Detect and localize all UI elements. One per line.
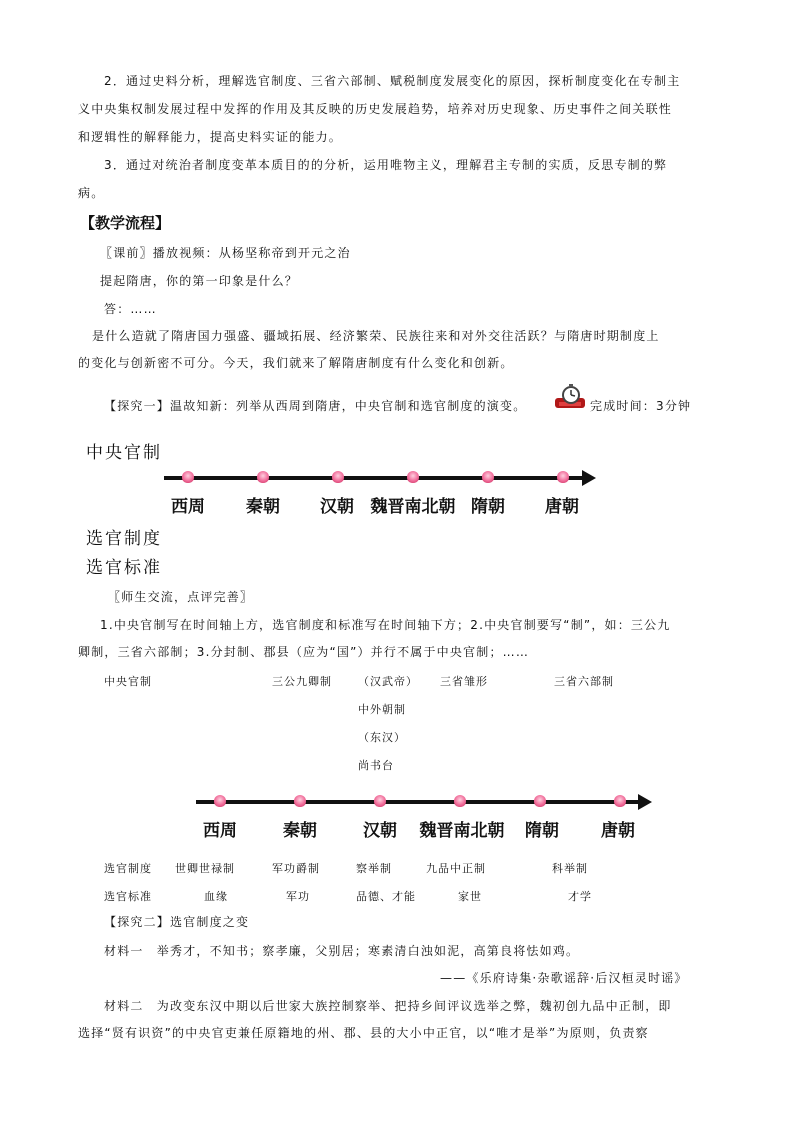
timeline-1-axis bbox=[164, 476, 586, 480]
selection-jiupin: 九品中正制 bbox=[426, 862, 486, 875]
material-1: 材料一 举秀才，不知书；察孝廉，父别居；寒素清白浊如泥，高第良将怯如鸡。 bbox=[104, 944, 580, 958]
timeline-1-label: 唐朝 bbox=[545, 497, 579, 517]
material-2-line-2: 选择“贤有识资”的中央官吏兼任原籍地的州、郡、县的大小中正官，以“唯才是举”为原则，负责察 bbox=[78, 1026, 649, 1040]
timeline-2-marker bbox=[534, 795, 546, 807]
timeline-1-marker bbox=[182, 471, 194, 483]
standard-jiashi: 家世 bbox=[458, 890, 482, 903]
timeline-2-label: 隋朝 bbox=[525, 821, 559, 841]
timeline-2-label: 唐朝 bbox=[601, 821, 635, 841]
timeline-1-arrow bbox=[582, 470, 596, 486]
timeline-2-marker bbox=[454, 795, 466, 807]
timeline-2-marker bbox=[294, 795, 306, 807]
time-label: 完成时间：3分钟 bbox=[590, 399, 692, 413]
timeline-1-marker bbox=[482, 471, 494, 483]
timeline-1-marker bbox=[257, 471, 269, 483]
central-wudi: （汉武帝） bbox=[358, 675, 418, 688]
timeline-2-label: 汉朝 bbox=[363, 821, 397, 841]
table-selection-label: 选官制度 bbox=[104, 862, 152, 875]
central-sangong: 三公九卿制 bbox=[272, 675, 332, 688]
selection-chaju: 察举制 bbox=[356, 862, 392, 875]
central-sanxing: 三省雏形 bbox=[440, 675, 488, 688]
timeline-2-arrow bbox=[638, 794, 652, 810]
intro-line-1: 是什么造就了隋唐国力强盛、疆域拓展、经济繁荣、民族往来和对外交往活跃？与隋唐时期制度上 bbox=[92, 329, 660, 343]
central-shangshu: 尚书台 bbox=[358, 759, 394, 772]
timeline-2-label: 魏晋南北朝 bbox=[419, 821, 505, 841]
selection-standard-label: 选官标准 bbox=[86, 558, 162, 578]
timeline-2-label: 秦朝 bbox=[283, 821, 317, 841]
table-standard-label: 选官标准 bbox=[104, 890, 152, 903]
exchange-line-2: 卿制，三省六部制；3.分封制、郡县（应为“国”）并行不属于中央官制；…… bbox=[78, 645, 530, 659]
material-1-source: ——《乐府诗集·杂歌谣辞·后汉桓灵时谣》 bbox=[440, 971, 688, 985]
explore-2-title: 【探究二】选官制度之变 bbox=[104, 915, 250, 929]
timeline-2-axis bbox=[196, 800, 642, 804]
timeline-2-marker bbox=[214, 795, 226, 807]
stopwatch-icon bbox=[553, 384, 589, 412]
exchange-title: 〖师生交流，点评完善〗 bbox=[108, 590, 254, 604]
timeline-1-marker bbox=[407, 471, 419, 483]
selection-system-label: 选官制度 bbox=[86, 529, 162, 549]
exchange-line-1: 1.中央官制写在时间轴上方，选官制度和标准写在时间轴下方；2.中央官制要写“制”，如：三公九 bbox=[100, 618, 671, 632]
teaching-flow-heading: 【教学流程】 bbox=[80, 214, 171, 232]
timeline-1-label: 西周 bbox=[171, 497, 205, 517]
selection-shiqing: 世卿世禄制 bbox=[175, 862, 235, 875]
timeline-1-label: 汉朝 bbox=[320, 497, 354, 517]
goal-2-line-3: 和逻辑性的解释能力，提高史料实证的能力。 bbox=[78, 130, 343, 144]
central-donghan: （东汉） bbox=[358, 731, 406, 744]
central-zhongwai: 中外朝制 bbox=[358, 703, 406, 716]
timeline-1-label: 秦朝 bbox=[246, 497, 280, 517]
goal-3-line-2: 病。 bbox=[78, 186, 105, 200]
explore-1-line: 【探究一】温故知新：列举从西周到隋唐，中央官制和选官制度的演变。 bbox=[104, 399, 527, 413]
timeline-2-marker bbox=[374, 795, 386, 807]
pre-class-line: 〖课前〗播放视频：从杨坚称帝到开元之治 bbox=[100, 246, 351, 260]
standard-jungong: 军功 bbox=[286, 890, 310, 903]
timeline-2-label: 西周 bbox=[203, 821, 237, 841]
table-central-label: 中央官制 bbox=[104, 675, 152, 688]
answer-line: 答：…… bbox=[104, 302, 157, 316]
standard-xueyuan: 血缘 bbox=[204, 890, 228, 903]
timeline-2-marker bbox=[614, 795, 626, 807]
timeline-1-marker bbox=[557, 471, 569, 483]
goal-2-line-1: 2．通过史料分析，理解选官制度、三省六部制、赋税制度发展变化的原因，探析制度变化在专制主 bbox=[104, 74, 681, 88]
selection-jungong: 军功爵制 bbox=[272, 862, 320, 875]
timeline-1 bbox=[164, 470, 604, 517]
goal-2-line-2: 义中央集权制发展过程中发挥的作用及其反映的历史发展趋势，培养对历史现象、历史事件之间关联性 bbox=[78, 102, 673, 116]
timeline-1-label: 魏晋南北朝 bbox=[370, 497, 456, 517]
standard-pinde: 品德、才能 bbox=[356, 890, 416, 903]
question-line: 提起隋唐，你的第一印象是什么？ bbox=[100, 274, 299, 288]
material-2-line-1: 材料二 为改变东汉中期以后世家大族控制察举、把持乡间评议选举之弊，魏初创九品中正制，即 bbox=[104, 999, 672, 1013]
timeline-1-label: 隋朝 bbox=[471, 497, 505, 517]
central-sanliu: 三省六部制 bbox=[554, 675, 614, 688]
timeline-2 bbox=[196, 794, 658, 841]
standard-caixue: 才学 bbox=[568, 890, 592, 903]
goal-3-line-1: 3．通过对统治者制度变革本质目的的分析，运用唯物主义，理解君主专制的实质，反思专制的弊 bbox=[104, 158, 668, 172]
timeline-1-marker bbox=[332, 471, 344, 483]
selection-keju: 科举制 bbox=[552, 862, 588, 875]
central-system-label: 中央官制 bbox=[86, 443, 162, 463]
intro-line-2: 的变化与创新密不可分。今天，我们就来了解隋唐制度有什么变化和创新。 bbox=[78, 356, 514, 370]
